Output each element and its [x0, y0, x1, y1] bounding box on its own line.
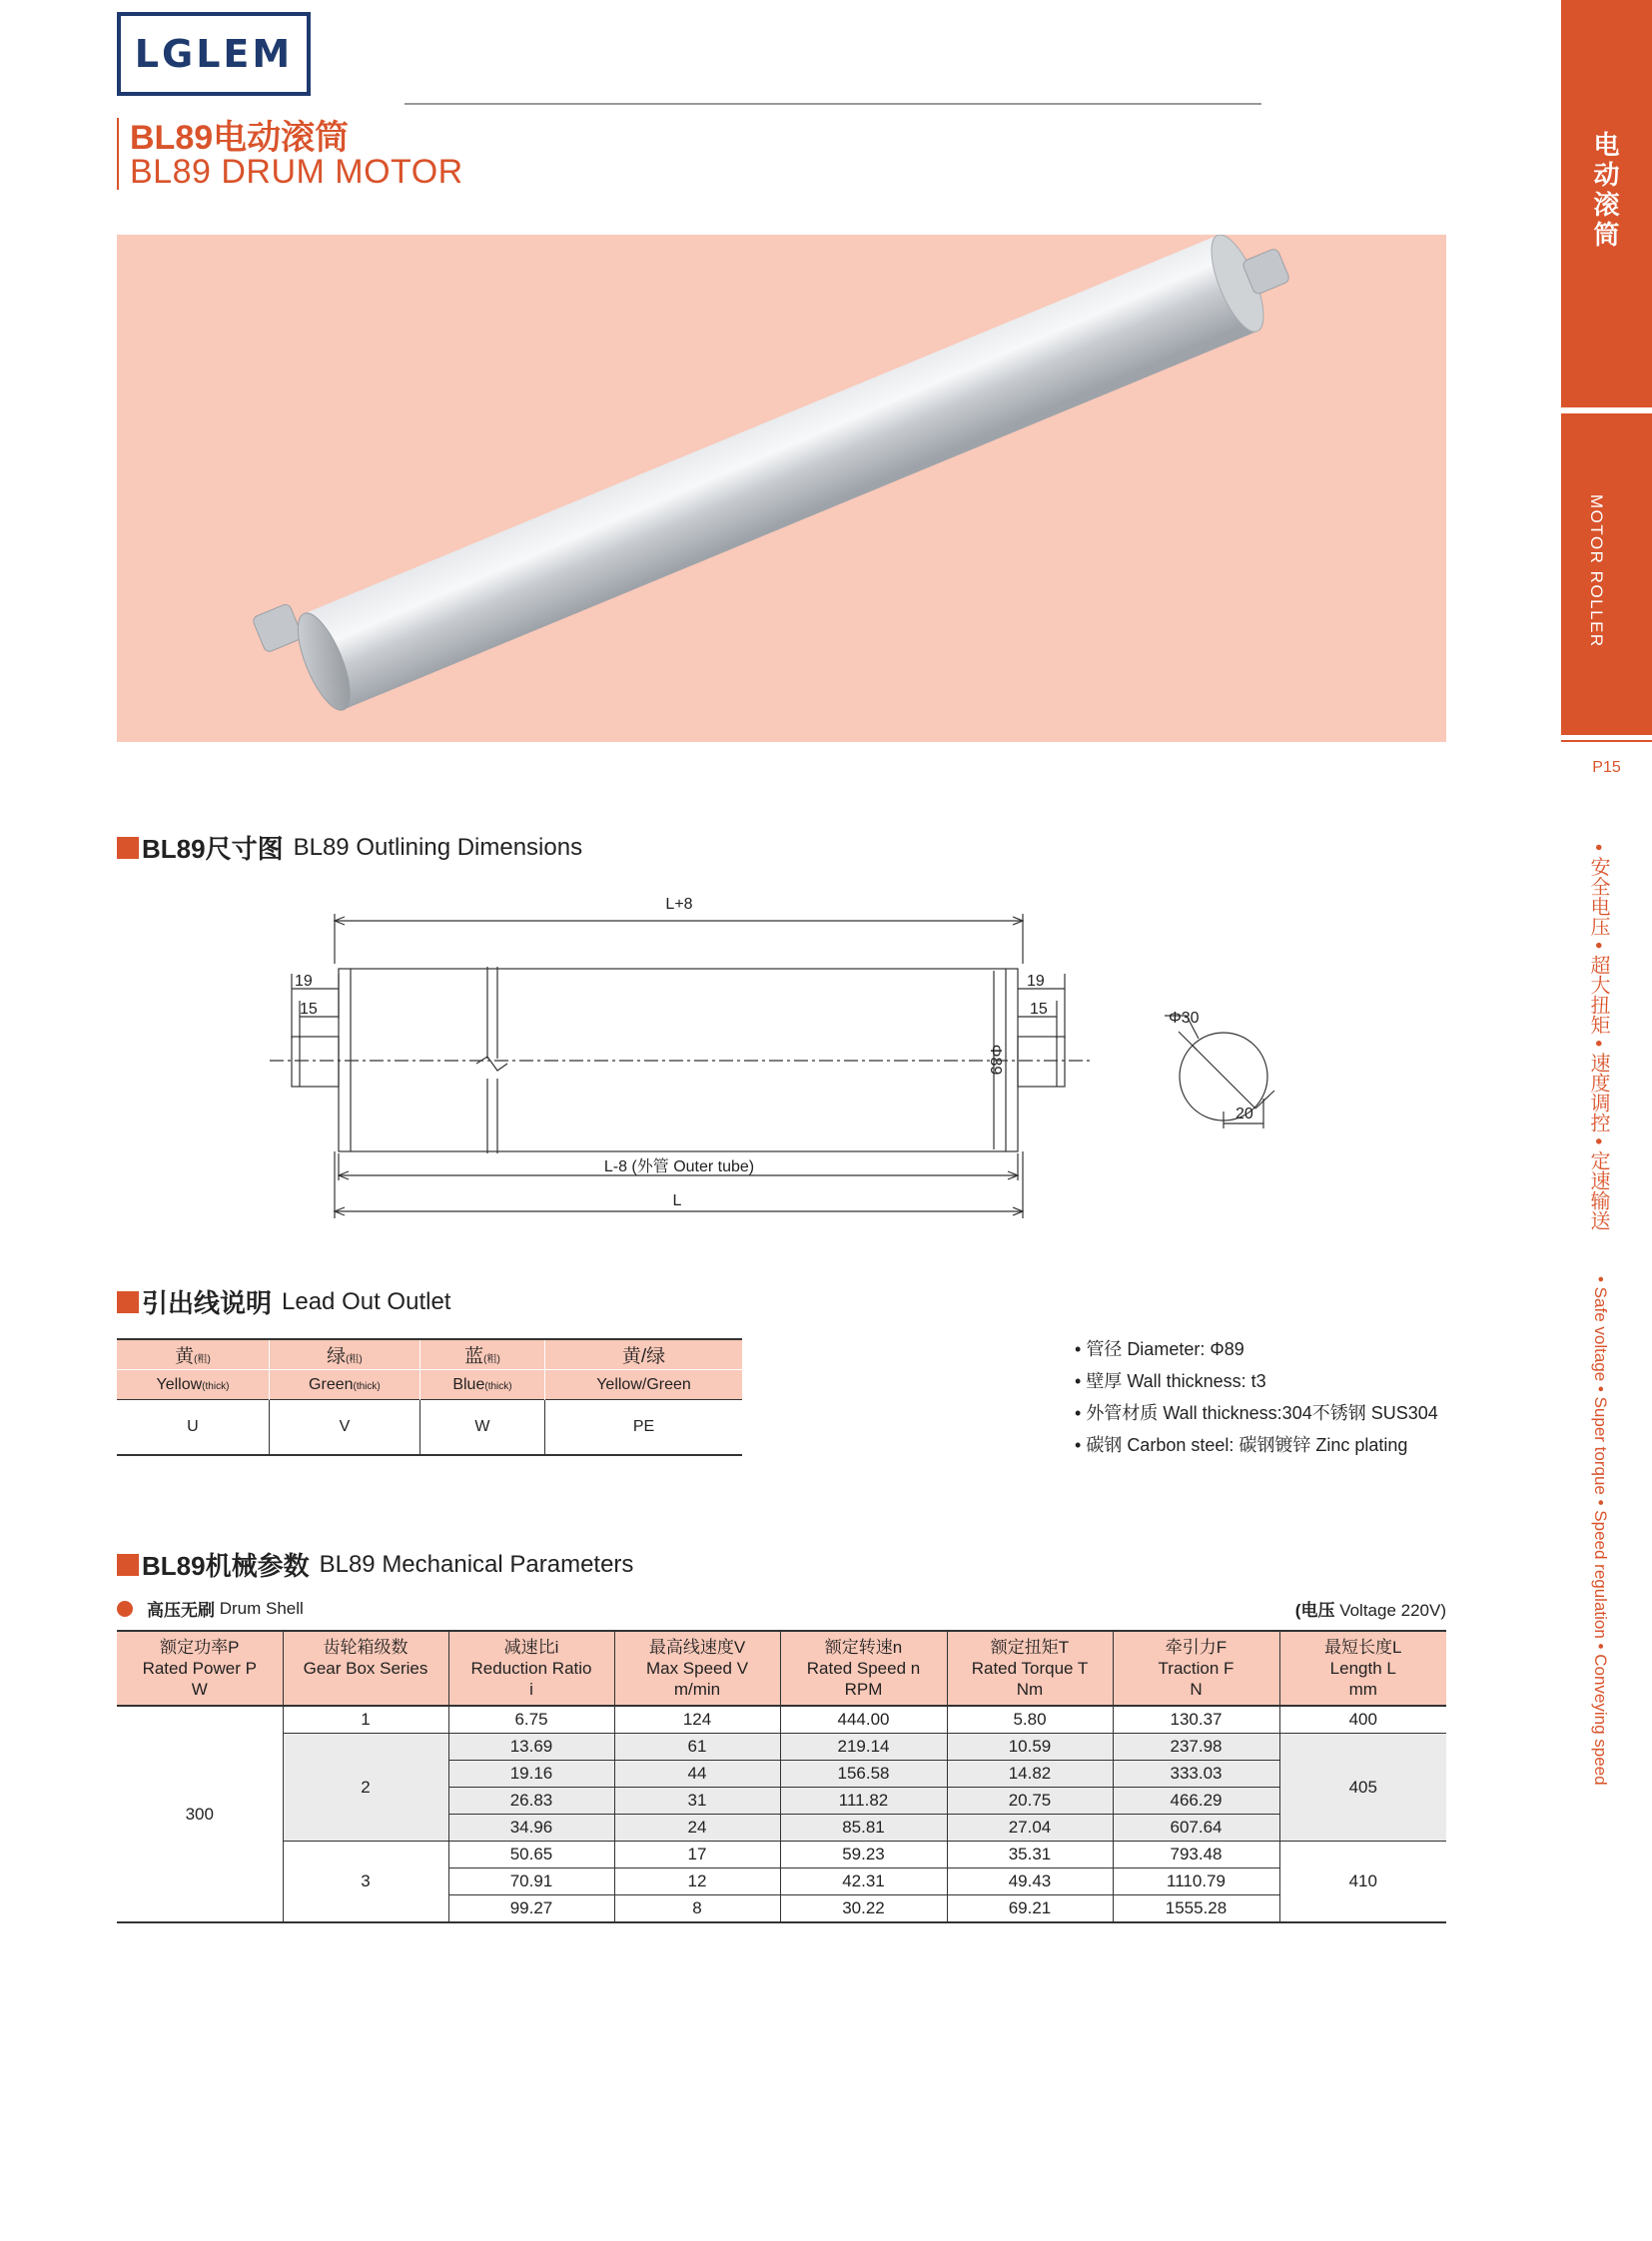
mech-header-7	[1279, 1631, 1446, 1706]
sidebar-char: 电	[1593, 130, 1620, 160]
sidebar-category-cn	[1561, 130, 1652, 250]
value-cell: 69.21	[947, 1895, 1113, 1923]
drum-motor-illustration	[117, 235, 1446, 742]
dim-tube-label: L-8 (外管 Outer tube)	[603, 1158, 755, 1175]
section-heading-lead	[117, 1283, 450, 1320]
mechanical-parameters-table	[117, 1630, 1446, 1923]
header-line: 牵引力F	[1165, 1638, 1228, 1657]
header-line: Gear Box Series	[303, 1659, 428, 1678]
value-cell: 85.81	[780, 1815, 947, 1842]
header-rule	[405, 103, 1261, 105]
value-cell: 61	[614, 1734, 780, 1761]
page-number: P15	[1592, 759, 1621, 776]
value-cell: 156.58	[780, 1761, 947, 1788]
table-header-row	[117, 1631, 1446, 1706]
lead-cell: PE	[545, 1400, 742, 1456]
value-cell: 111.82	[780, 1788, 947, 1815]
voltage-cn: (电压	[1294, 1601, 1335, 1620]
value-cell: 35.31	[947, 1842, 1113, 1868]
table-row	[117, 1734, 1446, 1761]
value-cell: 59.23	[780, 1842, 947, 1868]
header-line: W	[191, 1680, 208, 1699]
value-cell: 34.96	[448, 1815, 614, 1842]
sidebar-category-en: MOTOR ROLLER	[1587, 494, 1606, 648]
header-line: Rated Speed n	[806, 1659, 921, 1678]
dim-total-label: L+8	[665, 896, 693, 913]
spec-list	[1075, 1333, 1438, 1461]
mech-header-1	[283, 1631, 448, 1706]
section-title-cn: BL89尺寸图	[142, 834, 284, 864]
value-cell: 70.91	[448, 1868, 614, 1895]
value-cell: 333.03	[1113, 1761, 1279, 1788]
dimension-drawing	[240, 879, 1358, 1238]
lead-header-en: Blue(thick)	[419, 1370, 544, 1400]
lead-header-en: Green(thick)	[269, 1370, 419, 1400]
section-heading-mechanical	[117, 1546, 633, 1583]
header-line: Reduction Ratio	[470, 1659, 592, 1678]
mech-header-0	[117, 1631, 283, 1706]
bullet-dot-icon	[117, 1601, 133, 1617]
min-length-cell: 405	[1279, 1734, 1446, 1842]
spec-item: • 壁厚 Wall thickness: t3	[1075, 1365, 1438, 1397]
header-line: Traction F	[1158, 1659, 1235, 1678]
value-cell: 219.14	[780, 1734, 947, 1761]
lead-header-cn: 绿(粗)	[269, 1339, 419, 1370]
value-cell: 44	[614, 1761, 780, 1788]
table-row	[117, 1706, 1446, 1734]
product-photo	[117, 235, 1446, 742]
dim-left-inner-label: 15	[300, 1001, 318, 1018]
header-line: 齿轮箱级数	[323, 1638, 409, 1657]
sidebar-char: 滚	[1593, 190, 1620, 220]
subtitle-cn: 高压无刷	[147, 1601, 215, 1620]
voltage-en: Voltage 220V)	[1339, 1601, 1446, 1620]
value-cell: 130.37	[1113, 1706, 1279, 1734]
value-cell: 607.64	[1113, 1815, 1279, 1842]
value-cell: 24	[614, 1815, 780, 1842]
value-cell: 20.75	[947, 1788, 1113, 1815]
subtitle-en: Drum Shell	[219, 1598, 304, 1618]
section-marker	[117, 1291, 139, 1313]
value-cell: 5.80	[947, 1706, 1113, 1734]
lead-header-cn: 蓝(粗)	[419, 1339, 544, 1370]
header-line: Length L	[1329, 1659, 1396, 1678]
header-line: Nm	[1016, 1680, 1044, 1699]
header-line: Max Speed V	[645, 1659, 749, 1678]
dim-length-label: L	[672, 1192, 682, 1209]
page-title-en: BL89 DRUM MOTOR	[130, 153, 463, 191]
section-title-en: BL89 Mechanical Parameters	[319, 1550, 634, 1578]
header-line: RPM	[844, 1680, 883, 1699]
lead-header-en: Yellow(thick)	[117, 1370, 269, 1400]
section-heading-dimensions	[117, 829, 582, 866]
value-cell: 49.43	[947, 1868, 1113, 1895]
gear-series-cell: 3	[283, 1842, 448, 1923]
gear-series-cell: 2	[283, 1734, 448, 1842]
header-line: Rated Torque T	[971, 1659, 1089, 1678]
value-cell: 42.31	[780, 1868, 947, 1895]
header-line: 额定功率P	[160, 1638, 240, 1657]
min-length-cell: 410	[1279, 1842, 1446, 1923]
header-line: 减速比i	[503, 1638, 559, 1657]
value-cell: 17	[614, 1842, 780, 1868]
lead-header-en: Yellow/Green	[545, 1370, 742, 1400]
dim-left-outer-label: 19	[295, 973, 313, 990]
spec-item: • 外管材质 Wall thickness:304不锈钢 SUS304	[1075, 1397, 1438, 1429]
dim-diameter-label: Φ89	[987, 1044, 1004, 1076]
value-cell: 14.82	[947, 1761, 1113, 1788]
value-cell: 26.83	[448, 1788, 614, 1815]
dim-shaft-label: Φ30	[1169, 1010, 1200, 1027]
sidebar-features-cn: • 安全电压 • 超大扭矩 • 速度调控 • 定速输送	[1587, 844, 1609, 1230]
spec-item: • 管径 Diameter: Φ89	[1075, 1333, 1438, 1365]
value-cell: 793.48	[1113, 1842, 1279, 1868]
value-cell: 6.75	[448, 1706, 614, 1734]
table-row	[117, 1400, 742, 1456]
value-cell: 8	[614, 1895, 780, 1923]
brand-logo	[117, 12, 311, 96]
mech-header-6	[1113, 1631, 1279, 1706]
title-accent-bar	[117, 118, 119, 190]
dim-flat-label: 20	[1236, 1106, 1253, 1122]
mech-header-2	[448, 1631, 614, 1706]
lead-cell: V	[269, 1400, 419, 1456]
header-line: i	[529, 1680, 533, 1699]
rated-power-cell: 300	[117, 1706, 283, 1922]
section-marker	[117, 1554, 139, 1576]
dim-right-inner-label: 15	[1030, 1001, 1048, 1018]
header-line: 最高线速度V	[648, 1638, 746, 1657]
value-cell: 30.22	[780, 1895, 947, 1923]
value-cell: 124	[614, 1706, 780, 1734]
voltage-note	[1295, 1596, 1446, 1621]
value-cell: 13.69	[448, 1734, 614, 1761]
sidebar-features-en: • Safe voltage • Super torque • Speed regulation • Conveying speed	[1591, 1276, 1610, 1786]
header-line: Rated Power P	[142, 1659, 257, 1678]
mech-header-4	[780, 1631, 947, 1706]
value-cell: 1555.28	[1113, 1895, 1279, 1923]
value-cell: 466.29	[1113, 1788, 1279, 1815]
sidebar-rule	[1561, 740, 1652, 742]
value-cell: 31	[614, 1788, 780, 1815]
value-cell: 19.16	[448, 1761, 614, 1788]
value-cell: 99.27	[448, 1895, 614, 1923]
header-line: 最短长度L	[1324, 1638, 1402, 1657]
lead-header-cn: 黄(粗)	[117, 1339, 269, 1370]
section-title-cn: BL89机械参数	[142, 1551, 310, 1581]
logo-text: LGLEM	[134, 32, 294, 76]
drum-shell-subtitle	[117, 1596, 304, 1621]
lead-cell: U	[117, 1400, 269, 1456]
section-title-cn: 引出线说明	[142, 1288, 273, 1318]
lead-header-cn: 黄/绿	[545, 1339, 742, 1370]
table-row	[117, 1842, 1446, 1868]
gear-series-cell: 1	[283, 1706, 448, 1734]
mech-header-5	[947, 1631, 1113, 1706]
min-length-cell: 400	[1279, 1706, 1446, 1734]
value-cell: 27.04	[947, 1815, 1113, 1842]
sidebar-char: 动	[1593, 160, 1620, 190]
header-line: 额定转速n	[824, 1638, 903, 1657]
value-cell: 12	[614, 1868, 780, 1895]
lead-cell: W	[419, 1400, 544, 1456]
value-cell: 1110.79	[1113, 1868, 1279, 1895]
section-title-en: BL89 Outlining Dimensions	[293, 833, 583, 861]
value-cell: 10.59	[947, 1734, 1113, 1761]
spec-item: • 碳钢 Carbon steel: 碳钢镀锌 Zinc plating	[1075, 1429, 1438, 1461]
value-cell: 237.98	[1113, 1734, 1279, 1761]
header-line: N	[1190, 1680, 1203, 1699]
value-cell: 444.00	[780, 1706, 947, 1734]
section-marker	[117, 837, 139, 859]
dim-right-outer-label: 19	[1027, 973, 1045, 990]
header-line	[284, 1679, 448, 1700]
page-title-cn: BL89电动滚筒	[130, 119, 350, 157]
sidebar-char: 筒	[1593, 220, 1620, 250]
header-line: mm	[1348, 1680, 1377, 1699]
lead-out-table	[117, 1338, 742, 1456]
section-title-en: Lead Out Outlet	[282, 1287, 451, 1315]
sidebar-section-tab	[1561, 413, 1652, 735]
header-line: 额定扭矩T	[990, 1638, 1070, 1657]
mech-header-3	[614, 1631, 780, 1706]
header-line: m/min	[673, 1680, 721, 1699]
value-cell: 50.65	[448, 1842, 614, 1868]
